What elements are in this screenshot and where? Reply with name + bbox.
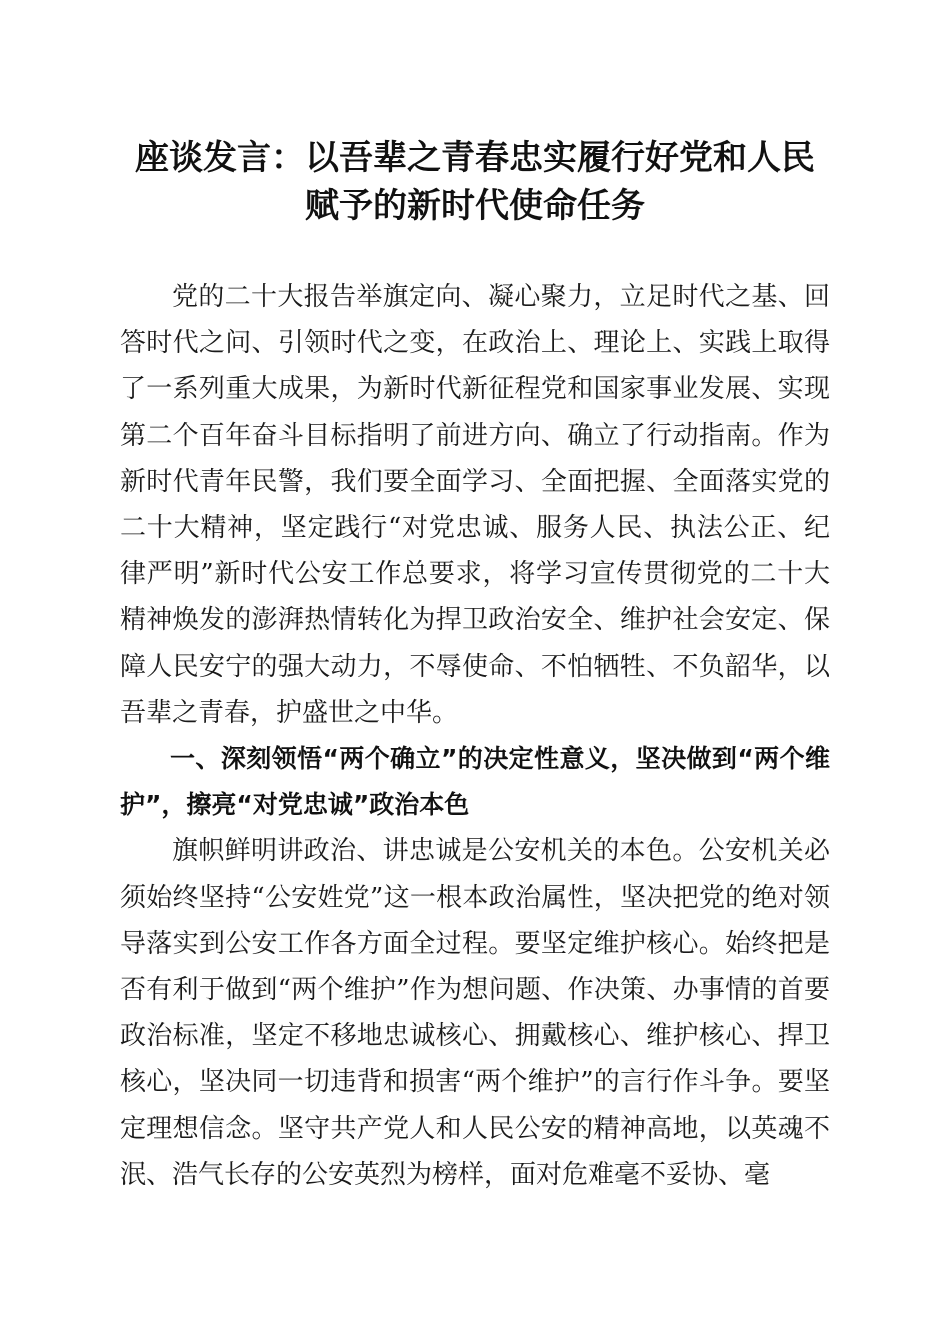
section-1-paragraph: 旗帜鲜明讲政治、讲忠诚是公安机关的本色。公安机关必须始终坚持“公安姓党”这一根本政治属性，坚决把党的绝对领导落实到公安工作各方面全过程。要坚定维护核心。始终把是否有利于做到“两个维护”作为想问题、作决策、办事情的首要政治标准，坚定不移地忠诚核心、拥戴核心、维护核心、捍卫核心，坚决同一切违背和损害“两个维护”的言行作斗争。要坚定理想信念。坚守共产党人和人民公安的精神高地，以英魂不泯、浩气长存的公安英烈为榜样，面对危难毫不妥协、毫: [120, 836, 830, 1190]
title-line-2: 赋予的新时代使命任务: [305, 186, 645, 226]
title-line-1: 座谈发言：以吾辈之青春忠实履行好党和人民: [135, 138, 815, 178]
document-title: [110, 134, 840, 230]
document-body: [120, 274, 830, 1198]
section-heading-1: 一、深刻领悟“两个确立”的决定性意义，坚决做到“两个维护”，擦亮“对党忠诚”政治本色: [120, 744, 830, 820]
intro-paragraph: 党的二十大报告举旗定向、凝心聚力，立足时代之基、回答时代之问、引领时代之变，在政治上、理论上、实践上取得了一系列重大成果，为新时代新征程党和国家事业发展、实现第二个百年奋斗目标指明了前进方向、确立了行动指南。作为新时代青年民警，我们要全面学习、全面把握、全面落实党的二十大精神，坚定践行“对党忠诚、服务人民、执法公正、纪律严明”新时代公安工作总要求，将学习宣传贯彻党的二十大精神焕发的澎湃热情转化为捍卫政治安全、维护社会安定、保障人民安宁的强大动力，不辱使命、不怕牺牲、不负韶华，以吾辈之青春，护盛世之中华。: [120, 282, 830, 728]
